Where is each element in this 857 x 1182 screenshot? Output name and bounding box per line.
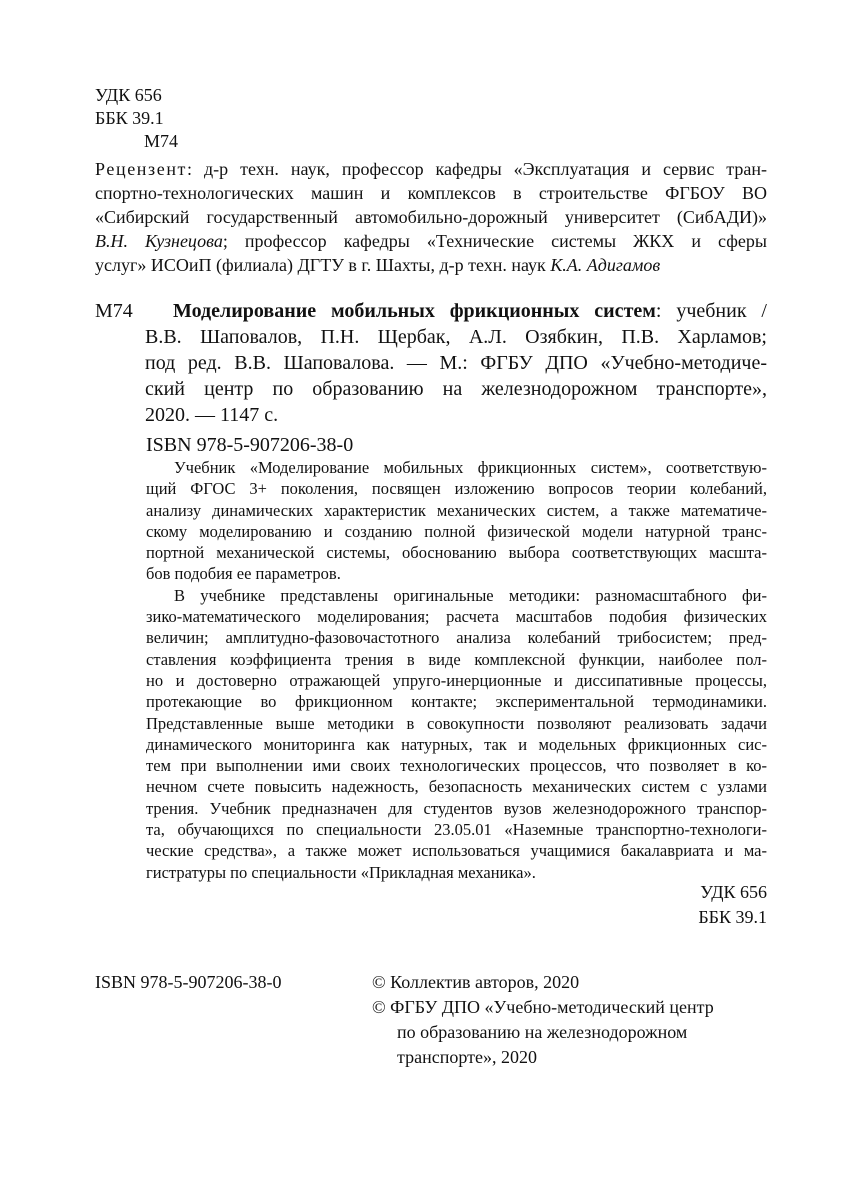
- abstract-line: бов подобия ее параметров.: [146, 564, 341, 584]
- abstract-line: гистратуры по специальности «Прикладная механика».: [146, 862, 536, 882]
- reviewer-line: «Сибирский государственный автомобильно-дорожный университет (СибАДИ)»: [95, 207, 767, 227]
- abstract-line: та, обучающихся по специальности 23.05.01 «Наземные транспортно-технологи-: [146, 820, 767, 840]
- reviewer-line: спортно-технологических машин и комплексов в строительстве ФГБОУ ВО: [95, 183, 767, 203]
- isbn-main: ISBN 978-5-907206-38-0: [146, 434, 354, 456]
- reviewer-line: услуг» ИСОиП (филиала) ДГТУ в г. Шахты, д-р техн. наук К.А. Адигамов: [95, 255, 661, 275]
- copyright-line: © Коллектив авторов, 2020: [372, 972, 580, 992]
- udk-code: УДК 656: [95, 85, 162, 105]
- classification-codes-right: [698, 880, 767, 930]
- author-mark: М74: [144, 131, 179, 151]
- copyright-line: © ФГБУ ДПО «Учебно-методический центр: [372, 997, 714, 1017]
- entry-code: М74: [95, 300, 133, 322]
- reviewer-name: В.Н. Кузнецова: [95, 231, 223, 251]
- bbk-code: ББК 39.1: [698, 907, 767, 927]
- abstract-line: Представленные выше методики в совокупности позволяют реализовать задачи: [146, 713, 767, 733]
- abstract-line: В учебнике представлены оригинальные методики: разномасштабного фи-: [174, 585, 767, 605]
- abstract-line: зико-математического моделирования; расчета масштабов подобия физических: [146, 607, 767, 627]
- abstract-line: динамического мониторинга как натурных, так и модельных фрикционных сис-: [146, 734, 767, 754]
- copyright-line: по образованию на железнодорожном: [397, 1022, 688, 1042]
- entry-line: ский центр по образованию на железнодорожном транспорте»,: [145, 378, 767, 400]
- entry-line: 2020. — 1147 с.: [145, 404, 279, 426]
- entry-line: Моделирование мобильных фрикционных систем: учебник /: [173, 300, 767, 322]
- isbn-bottom: ISBN 978-5-907206-38-0: [95, 972, 282, 992]
- reviewer-block: [95, 157, 767, 277]
- reviewer-name: К.А. Адигамов: [550, 255, 661, 275]
- abstract-line: анализу динамических характеристик механических систем, а также математиче-: [146, 500, 767, 520]
- book-title: Моделирование мобильных фрикционных систем: [173, 300, 656, 322]
- copyright-block: [372, 970, 714, 1070]
- abstract-line: тем при выполнении ими своих технологических процессов, что позволяет в ко-: [146, 756, 767, 776]
- abstract-line: трения. Учебник предназначен для студентов вузов железнодорожного транспор-: [146, 798, 767, 818]
- copyright-line: транспорте», 2020: [397, 1047, 537, 1067]
- abstract-line: щий ФГОС 3+ поколения, посвящен изложению вопросов теории колебаний,: [146, 479, 767, 499]
- classification-codes: [95, 84, 178, 153]
- abstract-line: но и достоверно отражающей упруго-инерционные и диссипативные процессы,: [146, 670, 767, 690]
- udk-code: УДК 656: [700, 882, 767, 902]
- abstract: [146, 457, 767, 883]
- entry-line: под ред. В.В. Шаповалова. — М.: ФГБУ ДПО «Учебно-методиче-: [145, 352, 767, 374]
- abstract-line: портной механической системы, обоснованию выбора соответствующих масшта-: [146, 543, 767, 563]
- abstract-line: скому моделированию и созданию полной физической модели натурной транс-: [146, 521, 767, 541]
- reviewer-label: Рецензент: [95, 159, 188, 179]
- entry-line: В.В. Шаповалов, П.Н. Щербак, А.Л. Озябкин, П.В. Харламов;: [145, 326, 767, 348]
- abstract-line: величин; амплитудно-фазовочастотного анализа колебаний трибосистем; пред-: [146, 628, 767, 648]
- entry-body: [145, 298, 767, 428]
- abstract-line: Учебник «Моделирование мобильных фрикционных систем», соответствую-: [174, 458, 767, 477]
- abstract-line: ческие средства», а также может использоваться учащимися бакалавриата и ма-: [146, 841, 767, 861]
- abstract-line: нечном счете повысить надежность, безопасность механических систем с узлами: [146, 777, 767, 797]
- bbk-code: ББК 39.1: [95, 108, 164, 128]
- abstract-line: ставления коэффициента трения в виде комплексной функции, наиболее пол-: [146, 649, 767, 669]
- abstract-line: протекающие во фрикционном контакте; экспериментальной термодинамики.: [146, 692, 767, 712]
- reviewer-line: Рецензент: д-р техн. наук, профессор кафедры «Эксплуатация и сервис тран-: [95, 159, 767, 179]
- reviewer-line: В.Н. Кузнецова; профессор кафедры «Технические системы ЖКХ и сферы: [95, 231, 767, 251]
